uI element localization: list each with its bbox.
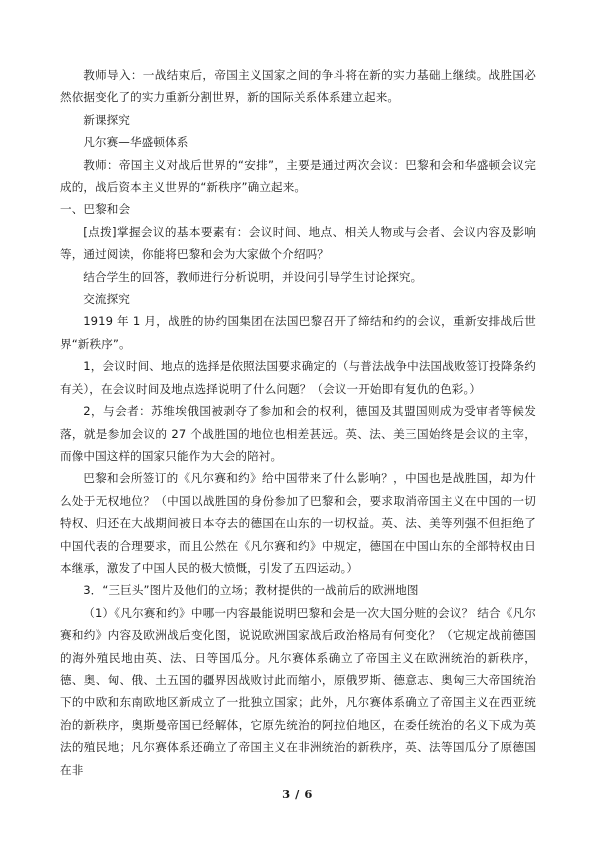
paragraph-china-impact: 巴黎和会所签订的《凡尔赛和约》给中国带来了什么影响？，中国也是战胜国，却为什么处于无权地位？（中国以战胜国的身份参加了巴黎和会，要求取消帝国主义在中国的一切特权、归还在大战期间被日本夺去的德国在山东的一切权益。英、法、美等列强不但拒绝了中国代表的合理要求，而且公然在《凡尔赛和约》中规定，德国在中国山东的全部特权由日本继承，激发了中国人民的极大愤慨，引发了五四运动。）	[60, 471, 536, 575]
paragraph-teacher-arrangement: 教师：帝国主义对战后世界的“安排”，主要是通过两次会议：巴黎和会和华盛顿会议完成的，战后资本主义世界的“新秩序”确立起来。	[60, 157, 536, 195]
paragraph-teacher-intro: 教师导入：一战结束后，帝国主义国家之间的争斗将在新的实力基础上继续。战胜国必然依据变化了的实力重新分割世界，新的国际关系体系建立起来。	[60, 68, 536, 105]
heading-new-lesson: 新课探究	[83, 112, 130, 127]
paragraph-point-1: 1，会议时间、地点的选择是依照法国要求确定的（与普法战争中法国战败签订投降条约有关），在会议时间及地点选择说明了什么问题？（会议一开始即有复仇的色彩。）	[60, 359, 536, 396]
heading-versailles-washington: 凡尔赛—华盛顿体系	[83, 135, 189, 150]
paragraph-point-3: 3．“三巨头”图片及他们的立场；教材提供的一战前后的欧洲地图	[83, 583, 419, 598]
paragraph-conference-date: 1919 年 1 月，战胜的协约国集团在法国巴黎召开了缔结和约的会议，重新安排战后世界“新秩序”。	[60, 314, 536, 351]
document-body	[60, 64, 536, 781]
paragraph-hint: [点拨]掌握会议的基本要素有：会议时间、地点、相关人物或与会者、会议内容及影响等，通过阅读，你能将巴黎和会为大家做个介绍吗？	[60, 224, 536, 262]
heading-discussion: 交流探究	[83, 292, 130, 307]
page-number: 3 / 6	[282, 787, 313, 801]
paragraph-teacher-analysis: 结合学生的回答，教师进行分析说明，并设问引导学生讨论探究。	[83, 269, 423, 284]
paragraph-point-2: 2，与会者：苏维埃俄国被剥夺了参加和会的权利，德国及其盟国则成为受审者等候发落，就是参加会议的 27 个战胜国的地位也相差甚远。英、法、美三国始终是会议的主宰，而像中国这样的国家只能作为大会的陪衬。	[60, 404, 536, 463]
paragraph-question-1: （1）《凡尔赛和约》中哪一内容最能说明巴黎和会是一次大国分赃的会议？ 结合《凡尔赛和约》内容及欧洲战后变化图，说说欧洲国家战后政治格局有何变化？（它规定战前德国的海外殖民地由英、法、日等国瓜分。凡尔赛体系确立了帝国主义在欧洲统治的新秩序，德、奥、匈、俄、土五国的疆界因战败讨此而缩小，原俄罗斯、德意志、奥匈三大帝国统治下的中欧和东南欧地区新成立了一批独立国家；此外，凡尔赛体系确立了帝国主义在西亚统治的新秩序，奥斯曼帝国已经解体，它原先统治的阿拉伯地区，在委任统治的名义下成为英法的殖民地；凡尔赛体系还确立了帝国主义在非洲统治的新秩序，英、法等国瓜分了原德国在非	[60, 605, 536, 777]
section-heading-paris-conference: 一、巴黎和会	[60, 202, 131, 217]
